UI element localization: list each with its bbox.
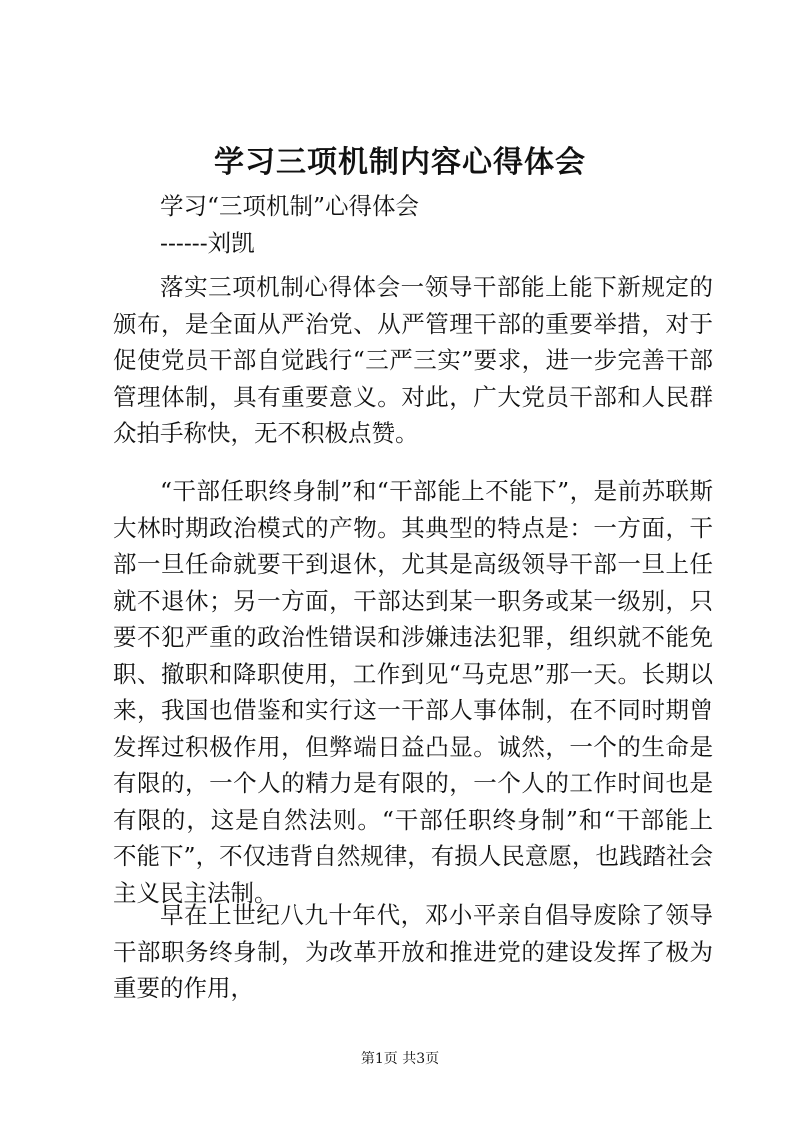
- body-paragraph: 落实三项机制心得体会一领导干部能上能下新规定的颁布，是全面从严治党、从严管理干部的重要举措，对于促使党员干部自觉践行“三严三实”要求，进一步完善干部管理体制，具有重要意义。对此，广大党员干部和人民群众拍手称快，无不积极点赞。: [113, 273, 713, 447]
- document-subtitle: 学习“三项机制”心得体会: [160, 192, 420, 220]
- page-number-footer: 第1页 共3页: [360, 1051, 440, 1067]
- body-paragraph: 早在上世纪八九十年代，邓小平亲自倡导废除了领导干部职务终身制，为改革开放和推进党的建设发挥了极为重要的作用，: [113, 901, 713, 1002]
- body-paragraph: “干部任职终身制”和“干部能上不能下”，是前苏联斯大林时期政治模式的产物。其典型的特点是：一方面，干部一旦任命就要干到退休，尤其是高级领导干部一旦上任就不退休；另一方面，干部达到某一职务或某一级别，只要不犯严重的政治性错误和涉嫌违法犯罪，组织就不能免职、撤职和降职使用，工作到见“马克思”那一天。长期以来，我国也借鉴和实行这一干部人事体制，在不同时期曾发挥过积极作用，但弊端日益凸显。诚然，一个的生命是有限的，一个人的精力是有限的，一个人的工作时间也是有限的，这是自然法则。“干部任职终身制”和“干部能上不能下”，不仅违背自然规律，有损人民意愿，也践踏社会主义民主法制。: [113, 477, 713, 907]
- document-title: 学习三项机制内容心得体会: [214, 145, 586, 180]
- author-line: ------刘凯: [160, 229, 255, 257]
